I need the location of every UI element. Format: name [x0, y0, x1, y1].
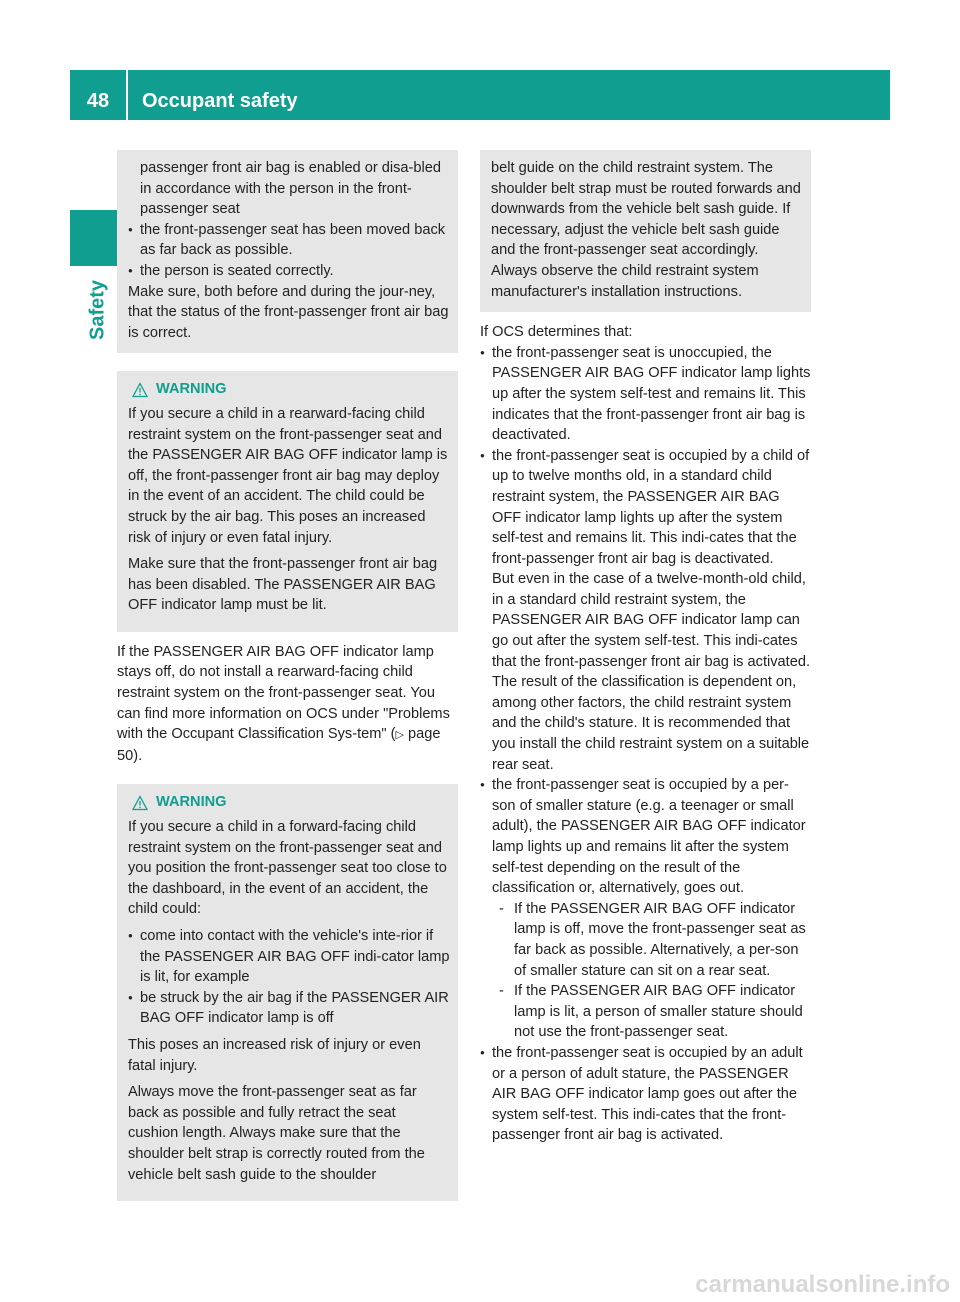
warning-box	[117, 371, 458, 632]
left-column	[117, 150, 458, 1201]
sub-list	[492, 899, 811, 1043]
watermark-text: carmanualsonline.info	[695, 1271, 950, 1298]
warning-header	[128, 792, 450, 813]
list-item	[480, 775, 811, 1043]
list-item-text: the front-passenger seat is occupied by an adult or a person of adult stature, the PASSENGER AIR BAG OFF indicator lamp goes out after the system self-test. This indi-cates that the front-passenger front air bag is activated.	[492, 1044, 803, 1144]
info-box	[117, 150, 458, 353]
list-item-text: the front-passenger seat is occupied by a child of up to twelve months old, in a standard child restraint system, the PASSENGER AIR BAG OFF indicator lamp lights up after the system self-test and remains lit. This indi-cates that the front-passenger front air bag is deactivated.	[492, 447, 810, 567]
list-item-extra: But even in the case of a twelve-month-old child, in a standard child restraint system, the PASSENGER AIR BAG OFF indicator lamp can go out after the system self-test. This indi-cates that the front-passenger front air bag is activated. The result of the classification is dependent on, among other factors, the child restraint system and the child's stature. It is recommended that you install the child restraint system on a suitable rear seat.	[492, 571, 810, 773]
body-paragraph	[117, 642, 458, 767]
continuation-text: passenger front air bag is enabled or disa-bled in accordance with the person in the front-passenger seat	[140, 160, 441, 218]
side-tab-label: Safety	[86, 279, 109, 341]
intro-text: If OCS determines that:	[480, 324, 633, 341]
warning-text: Make sure that the front-passenger front air bag has been disabled. The PASSENGER AIR BAG OFF indicator lamp must be lit.	[128, 556, 438, 614]
list-item: ● the front-passenger seat has been moved back as far back as possible.	[128, 220, 450, 261]
warning-title: WARNING	[156, 794, 227, 811]
page-ref-arrow-icon: ▷	[395, 729, 404, 742]
list-item: ● the person is seated correctly.	[128, 261, 450, 282]
warning-triangle-icon	[132, 795, 148, 811]
warning-header	[128, 379, 450, 400]
list-item	[480, 343, 811, 446]
bullet-list	[128, 926, 450, 1029]
sub-list-item: - If the PASSENGER AIR BAG OFF indicator lamp is lit, a person of smaller stature should not use the front-passenger seat.	[492, 981, 811, 1043]
warning-text: If you secure a child in a rearward-facing child restraint system on the front-passenger seat and the PASSENGER AIR BAG OFF indicator lamp is off, the front-passenger front air bag may deploy in the event of an accident. The child could be struck by the air bag. This poses an increased risk of injury or even fatal injury.	[128, 405, 448, 546]
list-item-text: the front-passenger seat is occupied by a per-son of smaller stature (e.g. a teenager or small adult), the PASSENGER AIR BAG OFF indicator lamp lights up and remains lit after the system self-test depending on the result of the classification or, alternatively, goes out.	[492, 777, 806, 897]
warning-text: belt guide on the child restraint system. The shoulder belt strap must be routed forwards and downwards from the vehicle belt sash guide. If necessary, adjust the vehicle belt sash guide and the front-passenger seat accordingly. Always observe the child restraint system manufacturer's installation instructions.	[491, 160, 801, 300]
warning-text: Always move the front-passenger seat as far back as possible and fully retract the seat cushion length. Always make sure that the shoulder belt strap is correctly routed from the vehicle belt sash guide to the shoulder	[128, 1084, 425, 1183]
warning-triangle-icon	[132, 382, 148, 398]
header-divider	[126, 70, 128, 120]
list-item: ● be struck by the air bag if the PASSENGER AIR BAG OFF indicator lamp is off	[128, 988, 450, 1029]
bullet-list	[480, 343, 811, 1146]
warning-continuation-box	[480, 150, 811, 312]
warning-text: If you secure a child in a forward-facing child restraint system on the front-passenger seat and you position the front-passenger seat too close to the dashboard, in the event of an accident, the child could:	[128, 819, 447, 918]
section-title: Occupant safety	[142, 90, 298, 112]
warning-box	[117, 784, 458, 1201]
closing-text: Make sure, both before and during the jour-ney, that the status of the front-passenger front air bag is correct.	[128, 283, 449, 341]
list-item	[480, 1043, 811, 1146]
sub-list-item: - If the PASSENGER AIR BAG OFF indicator lamp is off, move the front-passenger seat as far back as possible. Alternatively, a per-son of smaller stature can sit on a rear seat.	[492, 899, 811, 981]
page-number: 48	[86, 90, 110, 112]
list-item	[480, 446, 811, 776]
list-item: ● come into contact with the vehicle's inte-rior if the PASSENGER AIR BAG OFF indi-cator lamp is lit, for example	[128, 926, 450, 988]
page-reference-link[interactable]: page 50).	[117, 726, 441, 764]
warning-text: This poses an increased risk of injury or even fatal injury.	[128, 1036, 421, 1074]
right-column	[480, 150, 811, 1146]
warning-title: WARNING	[156, 381, 227, 398]
body-text: If the PASSENGER AIR BAG OFF indicator lamp stays off, do not install a rearward-facing child restraint system on the front-passenger seat. You can find more information on OCS under "Problems with the Occupant Classification Sys-tem" (	[117, 643, 450, 743]
list-item-text: the front-passenger seat is unoccupied, the PASSENGER AIR BAG OFF indicator lamp lights up after the system self-test and remains lit. This indicates that the front-passenger front air bag is deactivated.	[492, 344, 811, 444]
bullet-list	[128, 220, 450, 282]
